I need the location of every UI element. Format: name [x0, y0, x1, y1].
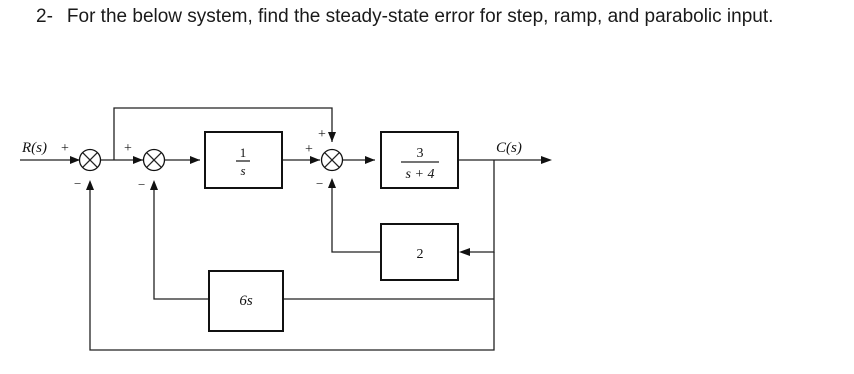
- arrow-into-sj1: [70, 156, 80, 164]
- sj2-minus-sign: −: [138, 177, 146, 192]
- arrow-into-sj3-bottom: [328, 178, 336, 188]
- sj1-minus-sign: −: [74, 176, 82, 191]
- sj1-plus-sign: +: [61, 141, 69, 156]
- arrow-into-sj3-top: [328, 132, 336, 142]
- inner-feedback-gain: 2: [416, 247, 424, 262]
- derivative-feedback-label: 6s: [239, 293, 253, 309]
- plant-denominator: s + 4: [405, 167, 435, 182]
- integrator-block: [205, 132, 282, 188]
- arrow-into-sj2-bottom: [150, 180, 158, 190]
- output-tap-line: [468, 160, 494, 252]
- input-label: R(s): [22, 140, 47, 156]
- inner-feedback-line: [332, 183, 381, 252]
- arrow-into-plant: [365, 156, 375, 164]
- derivative-feedback-block: [209, 271, 283, 331]
- sj3-minus-sign: −: [316, 176, 324, 191]
- summing-junction-2: [144, 150, 165, 171]
- sj2-plus-sign: +: [124, 141, 132, 156]
- plant-numerator: 3: [416, 146, 424, 161]
- question-number: 2-: [36, 6, 53, 27]
- output-label: C(s): [496, 140, 522, 156]
- plant-block: [381, 132, 458, 188]
- arrow-into-integrator: [190, 156, 200, 164]
- summing-junction-1: [80, 150, 101, 171]
- derivative-feedback-out-line: [154, 185, 209, 299]
- summing-junction-3: [322, 150, 343, 171]
- integrator-numerator: 1: [239, 145, 247, 160]
- question-body: For the below system, find the steady-state error for step, ramp, and parabolic input.: [66, 6, 774, 27]
- arrow-into-gain-block: [459, 248, 470, 256]
- integrator-denominator: s: [240, 163, 246, 178]
- arrow-into-sj2: [133, 156, 143, 164]
- sj3-top-plus-sign: +: [318, 127, 326, 142]
- sj3-left-plus-sign: +: [305, 142, 313, 157]
- inner-feedback-block: [381, 224, 458, 280]
- arrow-into-sj3-left: [310, 156, 320, 164]
- arrow-into-sj1-bottom: [86, 180, 94, 190]
- arrow-output: [541, 156, 552, 164]
